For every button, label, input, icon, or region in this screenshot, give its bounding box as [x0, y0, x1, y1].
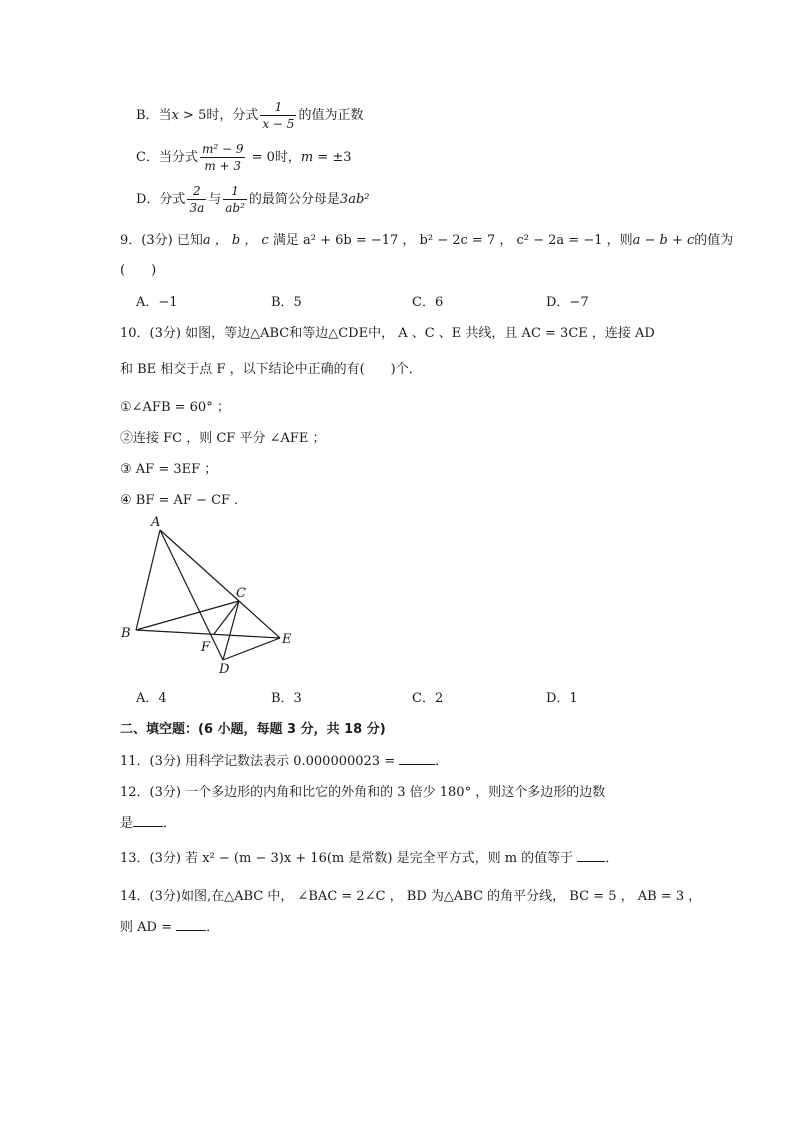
q8-option-b-var: x	[171, 108, 179, 123]
q10-option-a: A．4	[136, 691, 167, 706]
q9-stem-a: 9．(3分) 已知	[120, 233, 203, 248]
q8-option-c	[136, 142, 352, 173]
q12-end: ．	[163, 816, 177, 831]
q10-stem-line2: 和 BE 相交于点 F ，以下结论中正确的有( )个．	[120, 362, 422, 377]
section-2-title: 二、填空题：(6 小题，每题 3 分，共 18 分)	[120, 722, 386, 737]
q8-option-d-answer: 3ab²	[339, 192, 370, 207]
q8-option-c-var: m	[300, 150, 314, 165]
q8-option-d-label: D．分式	[136, 192, 186, 207]
q8-option-c-label: C．当分式	[136, 150, 198, 165]
q11-answer-blank[interactable]	[399, 752, 435, 765]
q14-line1: 14．(3分)如图,在△ABC 中， ∠BAC = 2∠C ， BD 为△ABC 的角平分线， BC = 5 ， AB = 3 ，	[120, 889, 702, 904]
q13-answer-blank[interactable]	[577, 849, 605, 862]
q10-option-d: D．1	[546, 691, 578, 706]
fraction-denominator: 3a	[189, 201, 205, 215]
q8-option-d-fraction-1	[187, 184, 206, 215]
q9-option-a: A．−1	[136, 295, 178, 310]
q8-option-b-cond: > 5时，分式	[178, 108, 259, 123]
q11	[120, 750, 448, 769]
fraction-denominator: ab²	[225, 201, 245, 215]
q10-stem-line1: 10．(3分) 如图，等边△ABC和等边△CDE中， A 、C 、E 共线，且 AC = 3CE ，连接 AD	[120, 326, 655, 341]
q12-line1: 12．(3分) 一个多边形的内角和比它的外角和的 3 倍少 180° ，则这个多边形的边数	[120, 785, 606, 800]
segment-ab	[136, 530, 160, 630]
q8-option-b-label: B．当	[136, 108, 172, 123]
point-label-a: A	[151, 515, 161, 530]
fraction-denominator: m + 3	[204, 159, 242, 173]
q8-option-d-link: 与	[208, 192, 222, 207]
q10-geometry-figure	[110, 510, 310, 680]
q9-paren: ( )	[120, 263, 157, 278]
point-label-b: B	[121, 626, 131, 641]
q10-item-4: ④ BF = AF − CF ．	[120, 493, 248, 508]
segment-fc	[214, 601, 239, 634]
fraction-numerator: 2	[187, 184, 206, 200]
q14-line2-text: 则 AD =	[120, 920, 177, 935]
point-label-c: C	[236, 586, 246, 601]
point-label-e: E	[282, 632, 292, 647]
q8-option-d	[136, 184, 369, 215]
q8-option-d-fraction-2	[223, 184, 247, 215]
q9-condition: 满足 a² + 6b = −17 ， b² − 2c = 7 ， c² − 2a = −1 ，则	[272, 233, 633, 248]
fraction-denominator: x − 5	[262, 117, 295, 131]
q14-answer-blank[interactable]	[176, 918, 206, 931]
q9-option-c: C．6	[412, 295, 444, 310]
q8-option-b	[136, 100, 363, 131]
segment-ad	[160, 530, 223, 660]
point-label-f: F	[201, 640, 211, 655]
q10-option-b: B．3	[271, 691, 302, 706]
segment-ac	[160, 530, 239, 601]
q9-vars: a ， b ， c	[202, 233, 269, 248]
q8-option-b-tail: 的值为正数	[298, 108, 364, 123]
q12-line2	[120, 812, 176, 831]
q9-option-b: B．5	[271, 295, 302, 310]
q14-line2	[120, 916, 219, 935]
q11-end: ．	[435, 754, 449, 769]
q13	[120, 847, 618, 866]
q13-end: ．	[605, 851, 619, 866]
fraction-numerator: 1	[260, 100, 296, 116]
segment-bc	[136, 601, 239, 630]
fraction-numerator: 1	[223, 184, 247, 200]
segment-ce	[239, 601, 280, 638]
q10-item-1: ①∠AFB = 60° ；	[120, 400, 230, 415]
point-label-d: D	[219, 662, 230, 677]
q9-stem	[120, 229, 733, 248]
q13-text: 13．(3分) 若 x² − (m − 3)x + 16(m 是常数) 是完全平方式，则 m 的值等于	[120, 851, 578, 866]
q12-answer-blank[interactable]	[133, 814, 163, 827]
q11-text: 11．(3分) 用科学记数法表示 0.000000023 =	[120, 754, 400, 769]
q9-option-d: D．−7	[546, 295, 589, 310]
q8-option-c-fraction	[200, 142, 246, 173]
q8-option-c-tail: = ±3	[313, 150, 352, 165]
q12-line2-text: 是	[120, 816, 134, 831]
segment-de	[223, 638, 280, 660]
segment-be	[136, 630, 280, 638]
q9-expression: a − b + c	[632, 233, 695, 248]
q10-option-c: C．2	[412, 691, 444, 706]
q10-item-2: ②连接 FC ，则 CF 平分 ∠AFE ；	[120, 431, 326, 446]
q8-option-b-fraction	[260, 100, 296, 131]
fraction-numerator: m² − 9	[201, 142, 244, 156]
q10-item-3: ③ AF = 3EF ；	[120, 462, 218, 477]
q9-stem-b: 的值为	[694, 233, 734, 248]
q8-option-c-mid: = 0时，	[247, 150, 301, 165]
q8-option-d-tail: 的最简公分母是	[248, 192, 340, 207]
segment-cd	[223, 601, 239, 660]
q14-end: ．	[206, 920, 220, 935]
